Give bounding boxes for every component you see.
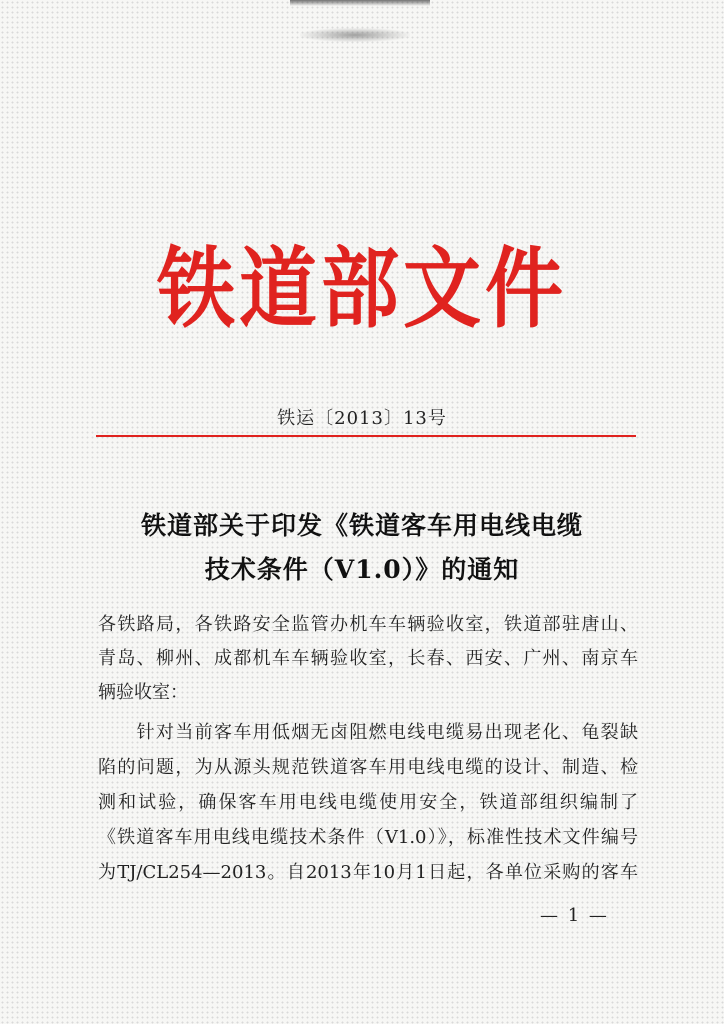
body-line-3: 测和试验，确保客车用电线电缆使用安全，铁道部组织编制了 xyxy=(98,792,638,813)
body-line-1: 针对当前客车用低烟无卤阻燃电线电缆易出现老化、龟裂缺 xyxy=(98,722,638,743)
document-masthead: 铁道部文件 xyxy=(156,238,567,341)
notice-title-line-2: 技术条件（V1.0）》的通知 xyxy=(204,555,520,584)
document-number: 铁运〔2013〕13号 xyxy=(277,408,447,429)
scan-edge-mark xyxy=(290,0,430,6)
salutation-line-3: 辆验收室： xyxy=(98,682,188,703)
salutation-line-1: 各铁路局，各铁路安全监管办机车车辆验收室，铁道部驻唐山、 xyxy=(98,614,638,635)
body-line-2: 陷的问题，为从源头规范铁道客车用电线电缆的设计、制造、检 xyxy=(98,757,638,778)
body-line-4: 《铁道客车用电线电缆技术条件（V1.0）》，标准性技术文件编号 xyxy=(98,827,638,848)
salutation-line-2: 青岛、柳州、成都机车车辆验收室，长春、西安、广州、南京车 xyxy=(98,648,638,669)
body-line-5: 为TJ/CL254—2013。自2013年10月1日起，各单位采购的客车 xyxy=(98,862,638,883)
page-number: — 1 — xyxy=(540,905,609,926)
red-divider-line xyxy=(96,435,636,437)
scan-smudge xyxy=(300,28,410,42)
notice-title-line-1: 铁道部关于印发《铁道客车用电线电缆 xyxy=(140,511,583,540)
